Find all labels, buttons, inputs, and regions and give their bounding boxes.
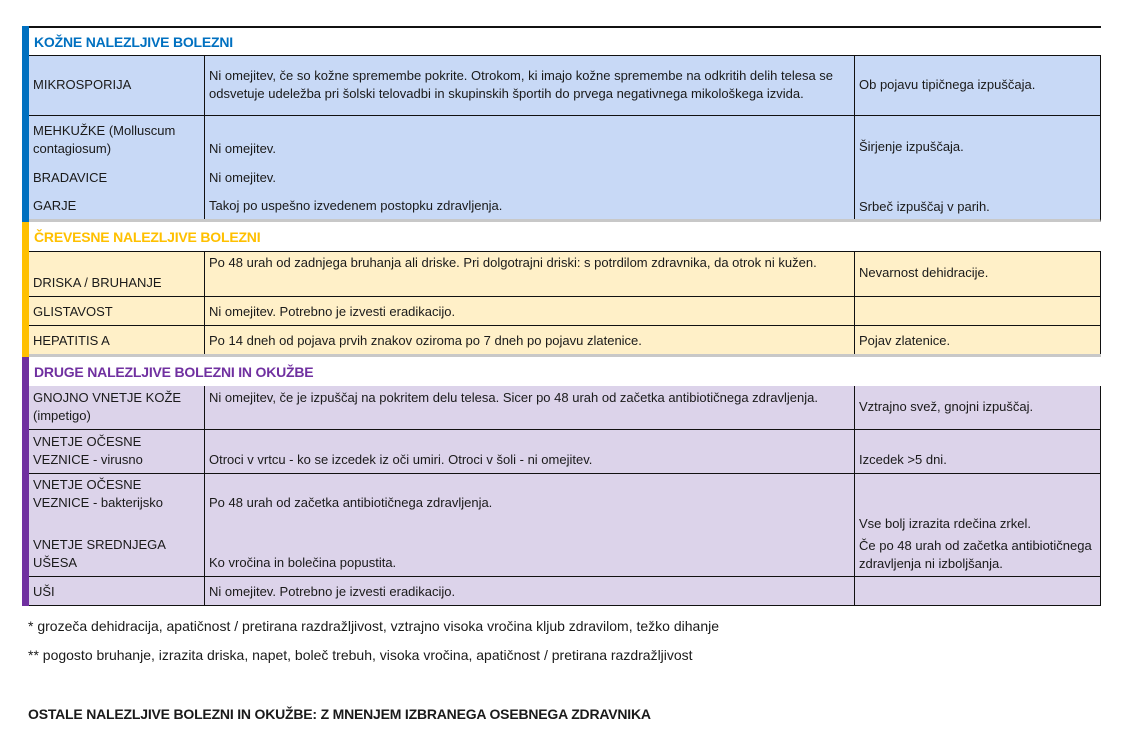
warning-sign: Če po 48 urah od začetka antibiotičnega zdravljenja ni izboljšanja. xyxy=(859,538,1092,571)
table-row xyxy=(29,430,1101,474)
disease-name: VNETJE SREDNJEGA UŠESA xyxy=(29,516,205,576)
restriction-text: Takoj po uspešno izvedenem postopku zdravljenja. xyxy=(205,191,855,219)
section-skin-diseases xyxy=(22,26,1101,222)
section-title: KOŽNE NALEZLJIVE BOLEZNI xyxy=(29,26,1101,56)
disease-name: DRISKA / BRUHANJE xyxy=(29,252,205,296)
table-row xyxy=(29,516,855,576)
disease-table xyxy=(22,26,1101,606)
section-other-diseases xyxy=(22,357,1101,606)
warning-sign xyxy=(855,577,1101,605)
warning-sign xyxy=(855,297,1101,325)
restriction-text: Ko vročina in bolečina popustita. xyxy=(205,516,855,576)
warning-sign: Vztrajno svež, gnojni izpuščaj. xyxy=(855,386,1101,429)
restriction-text: Ni omejitev. xyxy=(205,116,855,162)
warning-sign: Izcedek >5 dni. xyxy=(855,430,1101,473)
restriction-text: Otroci v vrtcu - ko se izcedek iz oči umiri. Otroci v šoli - ni omejitev. xyxy=(205,430,855,473)
table-row xyxy=(29,162,855,191)
warning-sign: Pojav zlatenice. xyxy=(855,326,1101,354)
disease-name: MEHKUŽKE (Molluscum contagiosum) xyxy=(29,116,205,162)
disease-name: UŠI xyxy=(29,577,205,605)
section-accent-bar xyxy=(22,222,29,357)
restriction-text: Po 48 urah od začetka antibiotičnega zdravljenja. xyxy=(205,474,855,516)
warning-sign: Ob pojavu tipičnega izpuščaja. xyxy=(855,56,1101,115)
section-title: ČREVESNE NALEZLJIVE BOLEZNI xyxy=(29,222,1101,252)
disease-name: GNOJNO VNETJE KOŽE (impetigo) xyxy=(29,386,205,429)
disease-name: BRADAVICE xyxy=(29,162,205,191)
restriction-text: Ni omejitev. xyxy=(205,162,855,191)
warning-sign: Nevarnost dehidracije. xyxy=(855,252,1101,296)
disease-name: GLISTAVOST xyxy=(29,297,205,325)
section-title: DRUGE NALEZLJIVE BOLEZNI IN OKUŽBE xyxy=(29,357,1101,386)
footnote-single-asterisk: * grozeča dehidracija, apatičnost / pretirana razdražljivost, vztrajno visoka vročina kljub zdravilom, težko dihanje xyxy=(28,618,719,634)
warning-sign: Širjenje izpuščaja. xyxy=(859,139,964,154)
disease-name: VNETJE OČESNE VEZNICE - bakterijsko xyxy=(29,474,205,516)
section-intestinal-diseases xyxy=(22,222,1101,357)
disease-name: HEPATITIS A xyxy=(29,326,205,354)
footnote-double-asterisk: ** pogosto bruhanje, izrazita driska, napet, boleč trebuh, visoka vročina, apatičnost / pretirana razdražljivost xyxy=(28,647,693,663)
warning-sign: Vse bolj izrazita rdečina zrkel. xyxy=(859,516,1031,531)
table-row xyxy=(29,56,1101,116)
table-row xyxy=(29,297,1101,326)
restriction-text: Po 14 dneh od pojava prvih znakov oziroma po 7 dneh po pojavu zlatenice. xyxy=(205,326,855,354)
table-row xyxy=(29,577,1101,606)
restriction-text: Po 48 urah od zadnjega bruhanja ali driske. Pri dolgotrajni driski: s potrdilom zdravnika, da otrok ni kužen. xyxy=(205,252,855,296)
table-row xyxy=(29,326,1101,357)
table-row xyxy=(29,474,855,516)
table-row xyxy=(29,252,1101,297)
warning-sign: Srbeč izpuščaj v parih. xyxy=(859,199,990,214)
section-accent-bar xyxy=(22,26,29,222)
restriction-text: Ni omejitev. Potrebno je izvesti eradikacijo. xyxy=(205,577,855,605)
disease-name: GARJE xyxy=(29,191,205,219)
restriction-text: Ni omejitev, če so kožne spremembe pokrite. Otrokom, ki imajo kožne spremembe na odkritih delih telesa se odsvetuje udeležba pri šolski telovadbi in skupinskih športih do prvega negativnega mikološkega izvida. xyxy=(205,56,855,115)
restriction-text: Ni omejitev, če je izpuščaj na pokritem delu telesa. Sicer po 48 urah od začetka antibiotičnega zdravljenja. xyxy=(205,386,855,429)
closing-note: OSTALE NALEZLJIVE BOLEZNI IN OKUŽBE: Z MNENJEM IZBRANEGA OSEBNEGA ZDRAVNIKA xyxy=(28,706,651,722)
restriction-text: Ni omejitev. Potrebno je izvesti eradikacijo. xyxy=(205,297,855,325)
table-row xyxy=(29,116,855,162)
section-accent-bar xyxy=(22,357,29,606)
table-row xyxy=(29,386,1101,430)
table-row xyxy=(29,191,855,222)
disease-name: MIKROSPORIJA xyxy=(29,56,205,115)
disease-name: VNETJE OČESNE VEZNICE - virusno xyxy=(29,430,205,473)
